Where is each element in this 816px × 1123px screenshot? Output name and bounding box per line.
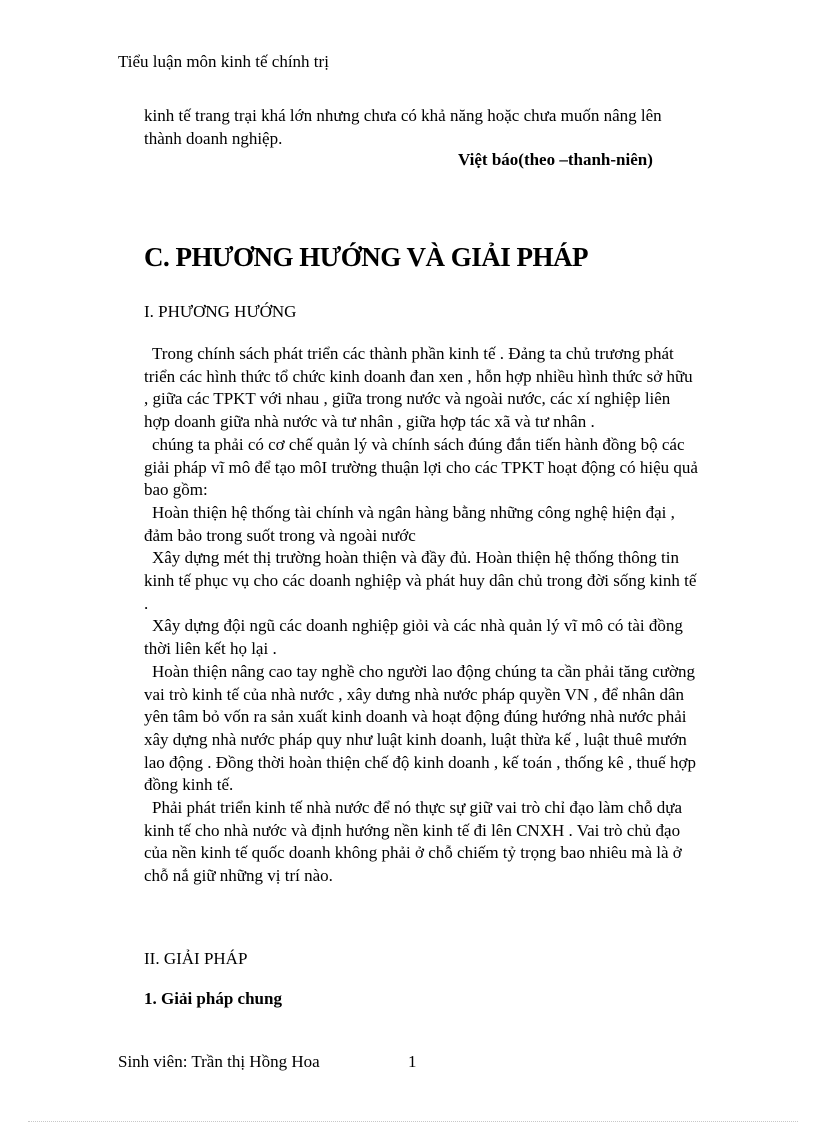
- paragraph: Phải phát triển kinh tế nhà nước để nó thực sự giữ vai trò chỉ đạo làm chỗ dựa kinh tế cho nhà nước và định hướng nền kinh tế đi lên CNXH . Vai trò chủ đạo của nền kinh tế quốc doanh không phải ở chỗ chiếm tỷ trọng bao nhiêu mà là ở chỗ nắ giữ những vị trí nào.: [144, 798, 682, 886]
- source-citation: Việt báo(theo –thanh-niên): [458, 150, 653, 169]
- footer-divider: [28, 1121, 798, 1122]
- paragraph: Xây dựng mét thị trường hoàn thiện và đầy đủ. Hoàn thiện hệ thống thông tin kinh tế phục vụ cho các doanh nghiệp và phát huy dân chủ trong đời sống kinh tế .: [144, 548, 697, 613]
- paragraph: chúng ta phải có cơ chế quản lý và chính sách đúng đắn tiến hành đồng bộ các giải pháp vĩ mô để tạo môI trường thuận lợi cho các TPKT hoạt động có hiệu quả bao gồm:: [144, 434, 698, 500]
- footer-student: Sinh viên: Trần thị Hồng Hoa: [118, 1052, 320, 1071]
- paragraph: Hoàn thiện hệ thống tài chính và ngân hàng bằng những công nghệ hiện đại , đảm bảo trong suốt trong và ngoài nước: [144, 502, 675, 545]
- paragraph: Hoàn thiện nâng cao tay nghề cho người lao động chúng ta cần phải tăng cường vai trò kinh tế của nhà nước , xây dưng nhà nước pháp quyền VN , để nhân dân yên tâm bỏ vốn ra sản xuất kinh doanh và hoạt động đúng hướng nhà nước phải xây dựng nhà nước pháp quy như luật kinh doanh, luật thừa kế , luật thuê mướn lao động . Đồng thời hoàn thiện chế độ kinh doanh , kế toán , thống kê , thuế hợp đồng kinh tế.: [144, 661, 696, 795]
- intro-paragraph: kinh tế trang trại khá lớn nhưng chưa có khả năng hoặc chưa muốn nâng lên thành doanh nghiệp.: [144, 106, 662, 148]
- subsection-title-solutions: II. GIẢI PHÁP: [144, 949, 248, 968]
- subsection-title-direction: I. PHƯƠNG HƯỚNG: [144, 302, 297, 321]
- section-title: C. PHƯƠNG HƯỚNG VÀ GIẢI PHÁP: [144, 242, 588, 272]
- subsection-title-general-solution: 1. Giải pháp chung: [144, 989, 282, 1008]
- page-number: 1: [408, 1052, 417, 1071]
- paragraph: Xây dựng đội ngũ các doanh nghiệp giỏi và các nhà quản lý vĩ mô có tài đồng thời liên kết họ lại .: [144, 616, 683, 659]
- paragraph: Trong chính sách phát triển các thành phần kinh tế . Đảng ta chủ trương phát triển các hình thức tổ chức kinh doanh đan xen , hỗn hợp nhiều hình thức sở hữu , giữa các TPKT với nhau , giữa trong nước và ngoài nước, các xí nghiệp liên hợp doanh giữa nhà nước và tư nhân , giữa hợp tác xã và tư nhân .: [144, 344, 693, 432]
- document-header: Tiểu luận môn kinh tế chính trị: [118, 52, 329, 71]
- body-text: [144, 343, 700, 888]
